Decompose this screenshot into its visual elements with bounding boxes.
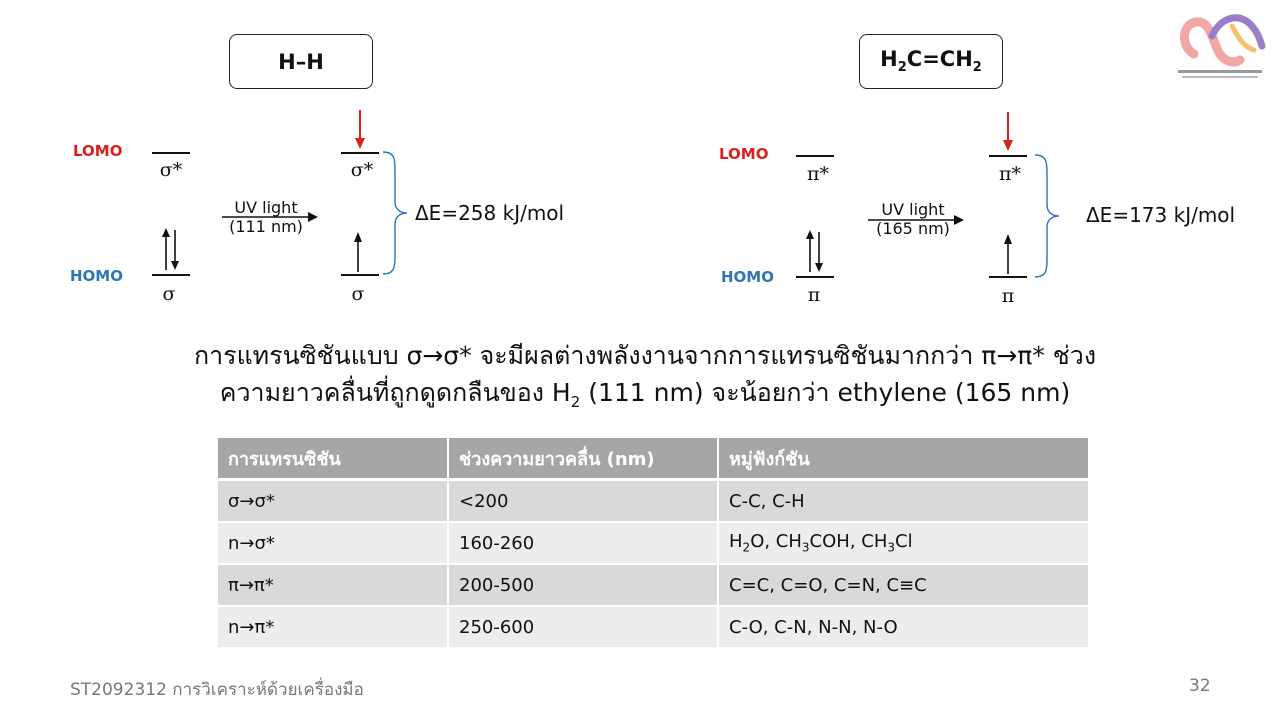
left-molecule-title-box <box>229 34 373 89</box>
footer-course: ST2092312 การวิเคราะห์ด้วยเครื่องมือ <box>70 680 364 700</box>
page-number: 32 <box>1189 676 1211 696</box>
note-line-2: ความยาวคลื่นที่ถูกดูดกลืนของ $H_2$ (111 nm) จะน้อยกว่า ethylene (165 nm) <box>219 378 1071 411</box>
right-uv-wavelength: (165 nm) <box>876 219 950 238</box>
left-ground-upper-orbital: σ* <box>159 159 183 181</box>
right-uv-arrow <box>868 214 966 226</box>
right-ground-upper-level <box>796 155 834 157</box>
left-excited-lower-level <box>341 274 379 276</box>
right-uv-text: UV light <box>881 200 945 219</box>
right-excited-upper-level <box>989 155 1027 157</box>
cell-groups: C-O, C-N, N-N, N-O <box>718 606 1089 648</box>
left-lumo-label: LOMO <box>73 142 123 160</box>
cell-transition: n→σ* <box>218 522 448 564</box>
note-line-1: การแทรนซิชันแบบ σ→σ* จะมีผลต่างพลังงานจากการแทรนซิชันมากกว่า π→π* ช่วง <box>193 341 1097 370</box>
right-ground-lower-level <box>796 276 834 278</box>
right-excited-lower-level <box>989 276 1027 278</box>
left-uv-arrow <box>222 211 320 223</box>
left-excited-upper-orbital: σ* <box>350 159 374 181</box>
right-excited-upper-orbital: π* <box>999 163 1021 185</box>
cell-groups: C=C, C=O, C=N, C≡C <box>718 564 1089 606</box>
left-molecule-title: H–H <box>278 49 324 74</box>
right-ground-upper-orbital: π* <box>807 163 829 185</box>
cell-range: 200-500 <box>448 564 718 606</box>
left-uv-text: UV light <box>234 198 298 217</box>
table-header-row <box>218 438 1089 480</box>
right-lumo-label: LOMO <box>719 145 769 163</box>
cell-groups: C-C, C-H <box>718 480 1089 523</box>
cell-range: <200 <box>448 480 718 523</box>
table-row <box>218 564 1089 606</box>
left-excited-upper-level <box>341 152 379 154</box>
left-brace <box>381 150 411 276</box>
cell-transition: n→π* <box>218 606 448 648</box>
header-functional-groups: หมู่ฟังก์ชัน <box>718 438 1089 480</box>
right-electron-pair-arrows <box>802 230 828 274</box>
left-excited-lower-orbital: σ <box>351 283 365 305</box>
table-row <box>218 606 1089 648</box>
left-single-electron-arrow <box>350 232 366 272</box>
right-ground-lower-orbital: π <box>807 284 821 306</box>
right-single-electron-arrow <box>1000 234 1016 274</box>
table-row <box>218 480 1089 523</box>
left-homo-label: HOMO <box>70 267 123 285</box>
left-delta-e: ΔE=258 kJ/mol <box>415 201 565 225</box>
cell-range: 160-260 <box>448 522 718 564</box>
left-ground-upper-level <box>152 152 190 154</box>
logo <box>1172 6 1268 86</box>
cell-transition: σ→σ* <box>218 480 448 523</box>
transition-table <box>218 438 1090 649</box>
table-row <box>218 522 1089 564</box>
right-excited-lower-orbital: π <box>1001 285 1015 307</box>
cell-groups: $H_2O$, $CH_3COH$, $CH_3Cl$ <box>718 522 1089 564</box>
right-homo-label: HOMO <box>721 268 774 286</box>
header-wavelength-range: ช่วงความยาวคลื่น (nm) <box>448 438 718 480</box>
header-transition: การแทรนซิชัน <box>218 438 448 480</box>
cell-range: 250-600 <box>448 606 718 648</box>
left-uv-wavelength: (111 nm) <box>229 217 303 236</box>
left-electron-pair-arrows <box>158 228 184 272</box>
right-molecule-title-box <box>859 34 1003 89</box>
right-molecule-title: $H_2C=CH_2$ <box>880 47 982 76</box>
left-ground-lower-orbital: σ <box>162 283 176 305</box>
right-brace <box>1033 153 1063 279</box>
right-red-arrow <box>1000 112 1016 152</box>
right-delta-e: ΔE=173 kJ/mol <box>1086 203 1236 227</box>
left-red-arrow <box>352 110 368 150</box>
cell-transition: π→π* <box>218 564 448 606</box>
left-ground-lower-level <box>152 274 190 276</box>
